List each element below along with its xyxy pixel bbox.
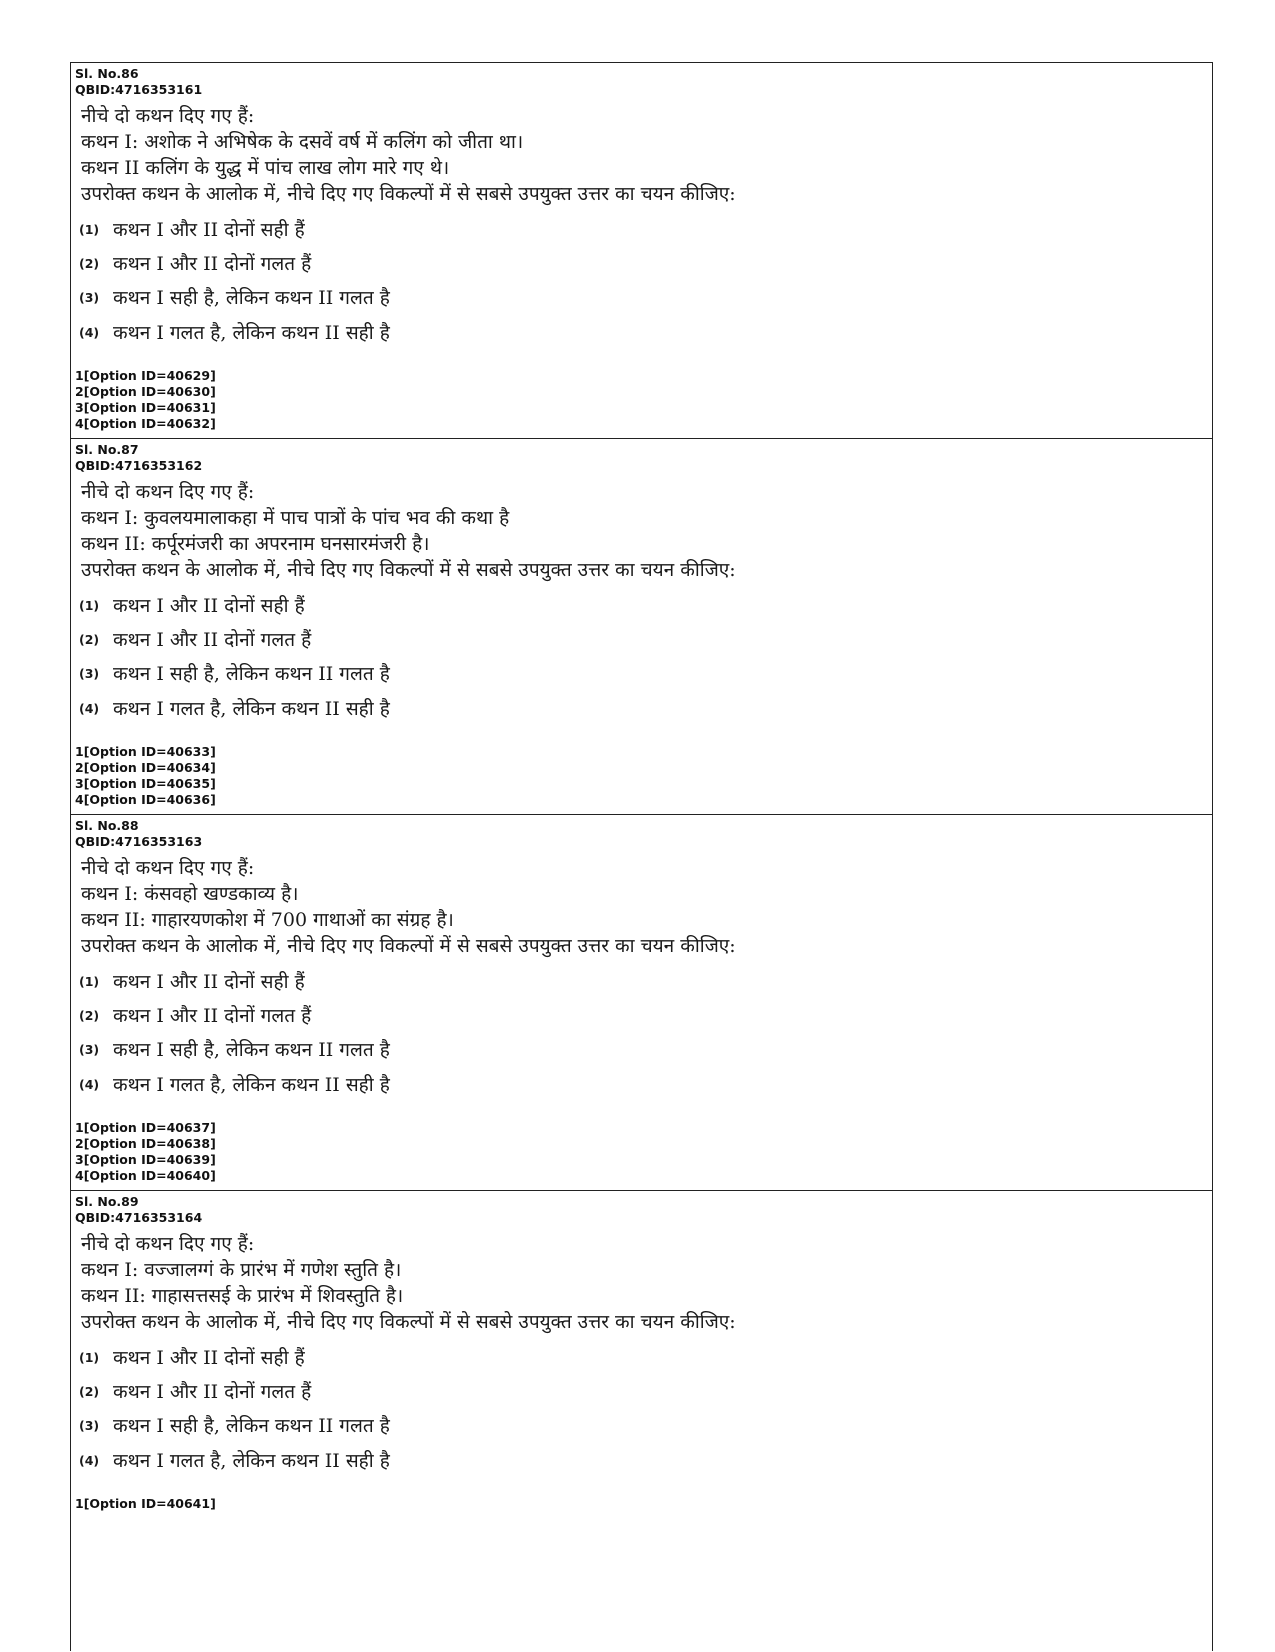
statement-2: कथन II: गाहासत्तसई के प्रारंभ में शिवस्तुति है। [81, 1285, 404, 1307]
option-text: कथन I गलत है, लेकिन कथन II सही है [113, 1450, 390, 1472]
question-block-89 [71, 1191, 1212, 1652]
serial-number: Sl. No.86 [75, 66, 139, 81]
qbid: QBID:4716353161 [75, 82, 203, 97]
option-number: (4) [79, 1076, 100, 1092]
option-text: कथन I और II दोनों सही हैं [113, 219, 305, 241]
question-sheet [70, 62, 1213, 1651]
option-2[interactable] [79, 250, 311, 276]
option-text: कथन I और II दोनों गलत हैं [113, 629, 312, 651]
question-intro: नीचे दो कथन दिए गए हैं: [81, 1233, 255, 1255]
question-block-87 [71, 439, 1212, 815]
option-text: कथन I सही है, लेकिन कथन II गलत है [113, 1415, 390, 1437]
option-id: 1[Option ID=40629] [75, 368, 216, 383]
option-ids [75, 1496, 216, 1512]
option-id: 4[Option ID=40636] [75, 792, 216, 807]
option-id: 2[Option ID=40630] [75, 384, 216, 399]
option-text: कथन I सही है, लेकिन कथन II गलत है [113, 1039, 390, 1061]
statement-1: कथन I: वज्जालग्गं के प्रारंभ में गणेश स्तुति है। [81, 1259, 402, 1281]
option-id: 1[Option ID=40637] [75, 1120, 216, 1135]
option-number: (2) [79, 255, 100, 271]
question-intro: नीचे दो कथन दिए गए हैं: [81, 857, 255, 879]
option-number: (1) [79, 221, 100, 237]
option-text: कथन I और II दोनों सही हैं [113, 971, 305, 993]
question-instruction: उपरोक्त कथन के आलोक में, नीचे दिए गए विकल्पों में से सबसे उपयुक्त उत्तर का चयन कीजिए: [81, 183, 736, 205]
option-text: कथन I गलत है, लेकिन कथन II सही है [113, 322, 390, 344]
option-2[interactable] [79, 1002, 311, 1028]
qbid: QBID:4716353164 [75, 1210, 203, 1225]
option-3[interactable] [79, 660, 390, 686]
option-text: कथन I सही है, लेकिन कथन II गलत है [113, 663, 390, 685]
serial-number: Sl. No.88 [75, 818, 139, 833]
option-id: 2[Option ID=40634] [75, 760, 216, 775]
statement-2: कथन II: कर्पूरमंजरी का अपरनाम घनसारमंजरी है। [81, 533, 430, 555]
option-number: (2) [79, 1383, 100, 1399]
option-1[interactable] [79, 592, 305, 618]
option-ids [75, 1120, 216, 1184]
question-instruction: उपरोक्त कथन के आलोक में, नीचे दिए गए विकल्पों में से सबसे उपयुक्त उत्तर का चयन कीजिए: [81, 935, 736, 957]
option-number: (3) [79, 289, 100, 305]
option-ids [75, 368, 216, 432]
option-id: 2[Option ID=40638] [75, 1136, 216, 1151]
statement-1: कथन I: कुवलयमालाकहा में पाच पात्रों के पांच भव की कथा है [81, 507, 510, 529]
option-4[interactable] [79, 1071, 390, 1097]
qbid: QBID:4716353162 [75, 458, 203, 473]
question-block-88 [71, 815, 1212, 1191]
option-number: (1) [79, 1349, 100, 1365]
option-number: (2) [79, 631, 100, 647]
statement-1: कथन I: कंसवहो खण्डकाव्य है। [81, 883, 299, 905]
option-number: (2) [79, 1007, 100, 1023]
option-text: कथन I और II दोनों सही हैं [113, 595, 305, 617]
option-3[interactable] [79, 1036, 390, 1062]
option-4[interactable] [79, 695, 390, 721]
option-number: (1) [79, 973, 100, 989]
option-id: 3[Option ID=40631] [75, 400, 216, 415]
option-text: कथन I और II दोनों गलत हैं [113, 1381, 312, 1403]
option-number: (4) [79, 1452, 100, 1468]
option-id: 1[Option ID=40641] [75, 1496, 216, 1511]
question-block-86 [71, 63, 1212, 439]
option-number: (3) [79, 665, 100, 681]
question-intro: नीचे दो कथन दिए गए हैं: [81, 481, 255, 503]
option-1[interactable] [79, 1344, 305, 1370]
option-1[interactable] [79, 216, 305, 242]
option-4[interactable] [79, 1447, 390, 1473]
option-text: कथन I गलत है, लेकिन कथन II सही है [113, 698, 390, 720]
question-intro: नीचे दो कथन दिए गए हैं: [81, 105, 255, 127]
option-text: कथन I गलत है, लेकिन कथन II सही है [113, 1074, 390, 1096]
option-number: (4) [79, 324, 100, 340]
option-text: कथन I और II दोनों गलत हैं [113, 253, 312, 275]
statement-2: कथन II: गाहारयणकोश में 700 गाथाओं का संग्रह है। [81, 909, 454, 931]
option-text: कथन I सही है, लेकिन कथन II गलत है [113, 287, 390, 309]
serial-number: Sl. No.89 [75, 1194, 139, 1209]
option-2[interactable] [79, 1378, 311, 1404]
option-number: (3) [79, 1417, 100, 1433]
question-instruction: उपरोक्त कथन के आलोक में, नीचे दिए गए विकल्पों में से सबसे उपयुक्त उत्तर का चयन कीजिए: [81, 559, 736, 581]
serial-number: Sl. No.87 [75, 442, 139, 457]
option-1[interactable] [79, 968, 305, 994]
option-text: कथन I और II दोनों सही हैं [113, 1347, 305, 1369]
option-text: कथन I और II दोनों गलत हैं [113, 1005, 312, 1027]
option-id: 1[Option ID=40633] [75, 744, 216, 759]
option-id: 4[Option ID=40632] [75, 416, 216, 431]
qbid: QBID:4716353163 [75, 834, 203, 849]
option-id: 3[Option ID=40639] [75, 1152, 216, 1167]
option-4[interactable] [79, 319, 390, 345]
question-instruction: उपरोक्त कथन के आलोक में, नीचे दिए गए विकल्पों में से सबसे उपयुक्त उत्तर का चयन कीजिए: [81, 1311, 736, 1333]
statement-2: कथन II कलिंग के युद्ध में पांच लाख लोग मारे गए थे। [81, 157, 450, 179]
option-number: (3) [79, 1041, 100, 1057]
option-3[interactable] [79, 284, 390, 310]
option-3[interactable] [79, 1412, 390, 1438]
option-id: 4[Option ID=40640] [75, 1168, 216, 1183]
statement-1: कथन I: अशोक ने अभिषेक के दसवें वर्ष में कलिंग को जीता था। [81, 131, 524, 153]
option-number: (1) [79, 597, 100, 613]
option-number: (4) [79, 700, 100, 716]
option-ids [75, 744, 216, 808]
option-2[interactable] [79, 626, 311, 652]
option-id: 3[Option ID=40635] [75, 776, 216, 791]
